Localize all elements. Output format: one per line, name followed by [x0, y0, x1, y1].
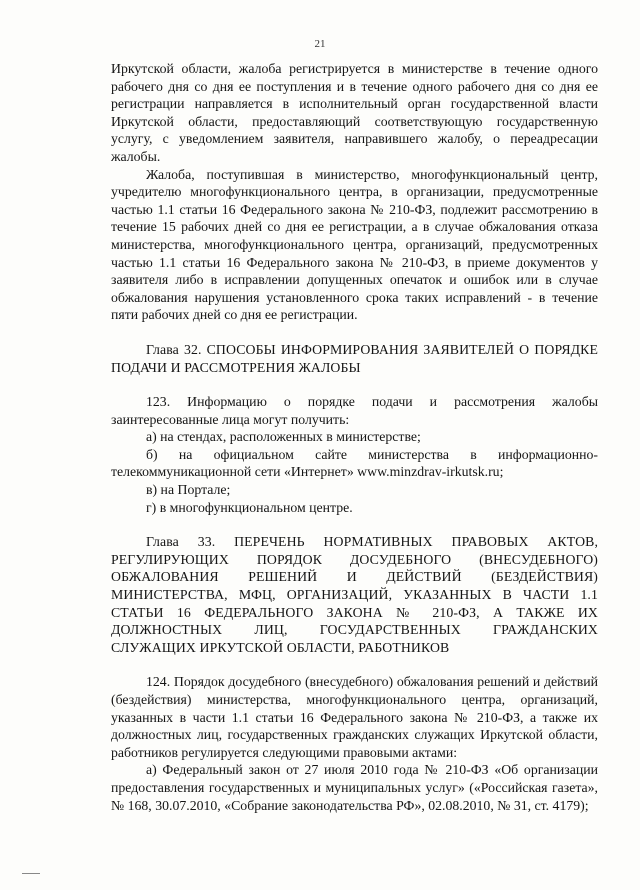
scan-mark: [22, 873, 40, 874]
chapter-33-heading: Глава 33. ПЕРЕЧЕНЬ НОРМАТИВНЫХ ПРАВОВЫХ АКТОВ, РЕГУЛИРУЮЩИХ ПОРЯДОК ДОСУДЕБНОГО (ВНЕСУДЕБНОГО) ОБЖАЛОВАНИЯ РЕШЕНИЙ И ДЕЙСТВИЙ (БЕЗДЕЙСТВИЯ) МИНИСТЕРСТВА, МФЦ, ОРГАНИЗАЦИЙ, УКАЗАННЫХ В ЧАСТИ 1.1 СТАТЬИ 16 ФЕДЕРАЛЬНОГО ЗАКОНА № 210-ФЗ, А ТАКЖЕ ИХ ДОЛЖНОСТНЫХ ЛИЦ, ГОСУДАРСТВЕННЫХ ГРАЖДАНСКИХ СЛУЖАЩИХ ИРКУТСКОЙ ОБЛАСТИ, РАБОТНИКОВ: [111, 534, 598, 655]
page-number: 21: [314, 38, 326, 50]
paragraph-continuation: Иркутской области, жалоба регистрируется в министерстве в течение одного рабочего дня со дня ее поступления и в течение одного рабочего дня со дня ее регистрации направляется в исполнительный орган государственной власти Иркутской области, предоставляющий соответствующую государственную услугу, с уведомлением заявителя, направившего жалобу, о переадресации жалобы.: [111, 61, 598, 164]
list-item-g: г) в многофункциональном центре.: [146, 499, 353, 515]
legal-act-item-a: а) Федеральный закон от 27 июля 2010 года № 210-ФЗ «Об организации предоставления государственных и муниципальных услуг» («Российская газета», № 168, 30.07.2010, «Собрание законодательства РФ», 02.08.2010, № 31, ст. 4179);: [111, 762, 598, 813]
document-body: [111, 60, 598, 814]
list-item-b: б) на официальном сайте министерства в информационно-телекоммуникационной сети «Интернет» www.minzdrav-irkutsk.ru;: [111, 446, 598, 480]
chapter-32-heading: Глава 32. СПОСОБЫ ИНФОРМИРОВАНИЯ ЗАЯВИТЕЛЕЙ О ПОРЯДКЕ ПОДАЧИ И РАССМОТРЕНИЯ ЖАЛОБЫ: [111, 341, 598, 375]
paragraph-complaint-review: Жалоба, поступившая в министерство, многофункциональный центр, учредителю многофункционального центра, в организации, предусмотренные частью 1.1 статьи 16 Федерального закона № 210-ФЗ, подлежит рассмотрению в течение 15 рабочих дней со дня ее регистрации, а в случае обжалования отказа министерства, многофункционального центра, организаций, предусмотренных частью 1.1 статьи 16 Федерального закона № 210-ФЗ, в приеме документов у заявителя либо в исправлении допущенных опечаток и ошибок или в случае обжалования нарушения установленного срока таких исправлений - в течение пяти рабочих дней со дня ее регистрации.: [111, 166, 598, 323]
list-item-v: в) на Портале;: [146, 482, 231, 498]
list-item-a: а) на стендах, расположенных в министерстве;: [146, 429, 421, 445]
paragraph-123: 123. Информацию о порядке подачи и рассмотрения жалобы заинтересованные лица могут получить:: [111, 394, 598, 427]
paragraph-124: 124. Порядок досудебного (внесудебного) обжалования решений и действий (бездействия) министерства, многофункционального центра, организаций, указанных в части 1.1 статьи 16 Федерального закона № 210-ФЗ, а также их должностных лиц, государственных гражданских служащих Иркутской области, работников регулируется следующими правовыми актами:: [111, 674, 598, 760]
